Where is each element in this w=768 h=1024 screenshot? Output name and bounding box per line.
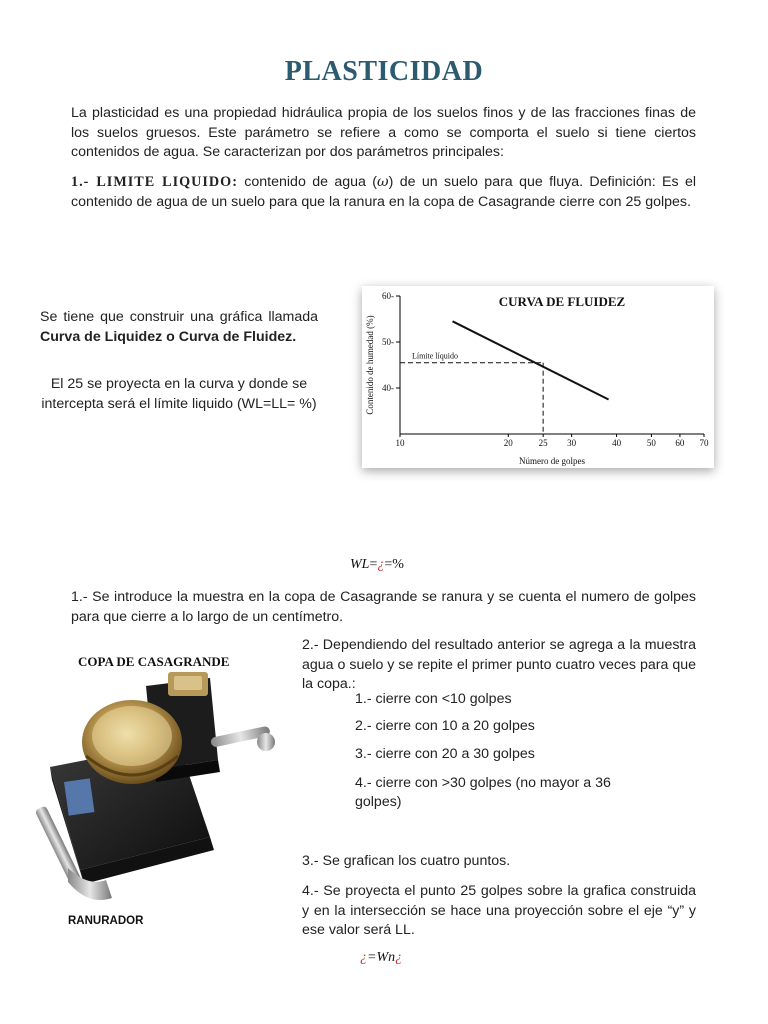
formula-wl-b: =	[369, 557, 378, 572]
side-text-1	[40, 308, 318, 347]
image-label-bottom: RANURADOR	[68, 915, 144, 927]
x-tick-label: 10	[395, 438, 405, 448]
formula-wl-d: =%	[384, 557, 404, 572]
casagrande-illustration	[28, 672, 290, 912]
step-4: 4.- Se proyecta el punto 25 golpes sobre la grafica construida y en la intersección se hace una proyección sobre el eje “y” y ese valor será LL.	[302, 883, 696, 938]
side-text-a: Se tiene que construir una gráfica llamada	[40, 309, 318, 325]
y-axis-label: Contenido de humedad (%)	[365, 315, 375, 415]
sub-item-4: 4.- cierre con >30 golpes (no mayor a 36 golpes)	[355, 775, 611, 810]
formula-wl	[350, 557, 404, 573]
formula-wl-c: ¿	[377, 557, 385, 572]
series-line	[453, 321, 609, 399]
side-text-2: El 25 se proyecta en la curva y donde se intercepta será el límite liquido (WL=LL= %)	[41, 376, 317, 412]
y-tick-label: 50-	[382, 337, 394, 347]
sub-item-3: 3.- cierre con 20 a 30 golpes	[355, 746, 535, 762]
sub-item-1: 1.- cierre con <10 golpes	[355, 691, 512, 707]
curva-fluidez-chart	[362, 286, 714, 468]
formula-ll	[360, 950, 402, 966]
side-text-bold: Curva de Liquidez o Curva de Fluidez.	[40, 328, 297, 345]
omega-symbol: ω	[377, 174, 389, 190]
image-label-top: COPA DE CASAGRANDE	[78, 654, 230, 669]
chart-card	[362, 286, 714, 468]
x-tick-label: 30	[567, 438, 577, 448]
step-3: 3.- Se grafican los cuatro puntos.	[302, 853, 511, 869]
x-tick-label: 40	[612, 438, 622, 448]
sub-item-2: 2.- cierre con 10 a 20 golpes	[355, 718, 535, 734]
formula-ll-b: =Wn	[367, 950, 396, 965]
x-tick-label: 25	[538, 438, 548, 448]
x-axis-label: Número de golpes	[519, 456, 585, 466]
y-tick-label: 40-	[382, 383, 394, 393]
intro-paragraph: La plasticidad es una propiedad hidráulica propia de los suelos finos y de las fracciones finas de los suelos gruesos. Este parámetro se refiere a como se comporta el suelo si tiene ciertos contenidos de agua. Se caracterizan por dos parámetros principales:	[71, 105, 696, 160]
x-tick-label: 50	[646, 438, 656, 448]
step-2: 2.- Dependiendo del resultado anterior se agrega a la muestra agua o suelo y se repite el primer punto cuatro veces para que la copa.:	[302, 637, 696, 692]
y-tick-label: 60-	[382, 291, 394, 301]
formula-ll-c: ¿	[395, 950, 403, 965]
ll-text-a: contenido de agua (	[237, 174, 378, 190]
step-1: 1.- Se introduce la muestra en la copa de Casagrande se ranura y se cuenta el numero de golpes para que cierre a lo largo de un centímetro.	[71, 589, 696, 625]
chart-title: CURVA DE FLUIDEZ	[498, 294, 626, 309]
page-title: PLASTICIDAD	[284, 56, 484, 87]
formula-wl-a: WL	[350, 557, 370, 572]
x-tick-label: 60	[675, 438, 685, 448]
ll-text-b: ) de un suelo para que fluya. Definición: Es el contenido de agua de un suelo para que la ranura en la copa de Casagrande cierre con 25 golpes.	[71, 174, 696, 210]
limite-liquido-paragraph	[71, 173, 696, 212]
x-tick-label: 70	[699, 438, 709, 448]
formula-ll-a: ¿	[360, 950, 367, 965]
projection-label: Límite líquido	[412, 351, 458, 361]
casagrande-image	[28, 672, 290, 912]
limite-liquido-label: 1.- LIMITE LIQUIDO:	[71, 174, 238, 190]
x-tick-label: 20	[503, 438, 513, 448]
